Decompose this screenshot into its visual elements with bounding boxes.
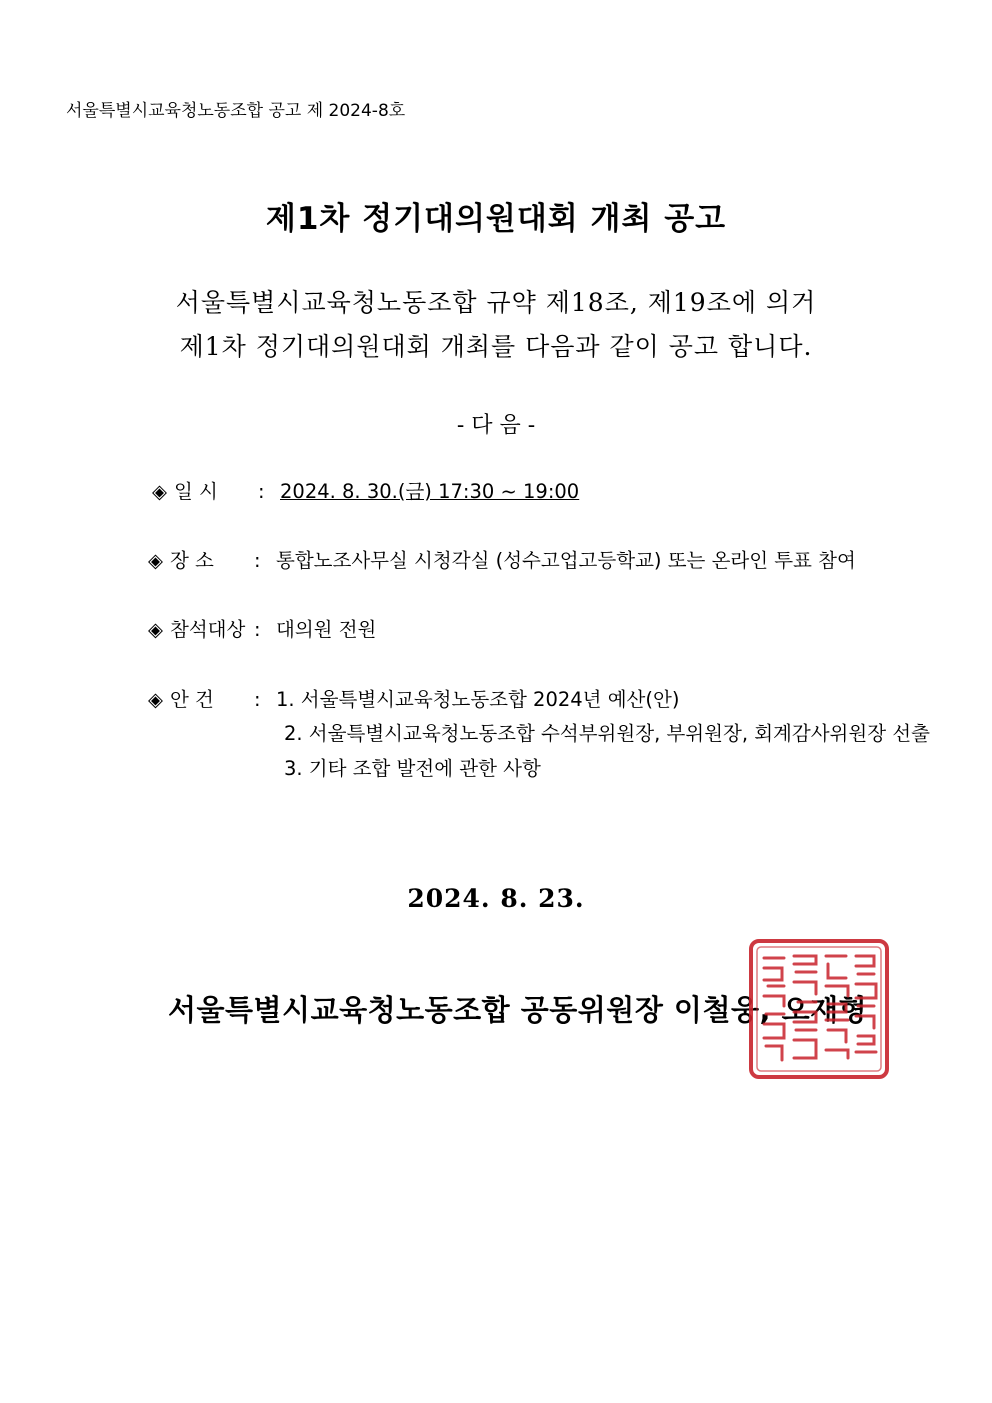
diamond-bullet-icon: ◈ [148,688,163,711]
colon: : [254,688,261,711]
date-row [152,476,579,504]
attendees-row [148,614,376,642]
colon: : [254,549,261,572]
colon: : [254,618,261,641]
intro-line-2: 제1차 정기대의원대회 개최를 다음과 같이 공고 합니다. [179,332,813,361]
colon: : [258,480,265,503]
signature-line: 서울특별시교육청노동조합 공동위원장 이철웅, 오재형 [168,993,868,1027]
diamond-bullet-icon: ◈ [152,480,167,503]
place-row [148,545,856,573]
agenda-item-3: 3. 기타 조합 발전에 관한 사항 [284,757,541,780]
diamond-bullet-icon: ◈ [148,549,163,572]
document-title: 제1차 정기대의원대회 개최 공고 [265,201,727,237]
agenda-item-2: 2. 서울특별시교육청노동조합 수석부위원장, 부위원장, 회계감사위원장 선출 [284,722,930,745]
place-value: 통합노조사무실 시청각실 (성수고업고등학교) 또는 온라인 투표 참여 [276,549,856,572]
document-date: 2024. 8. 23. [407,884,585,913]
agenda-row [148,684,679,712]
date-label: 일 시 [174,480,218,503]
notice-number: 서울특별시교육청노동조합 공고 제 2024-8호 [66,101,406,121]
diamond-bullet-icon: ◈ [148,618,163,641]
date-value: 2024. 8. 30.(금) 17:30 ~ 19:00 [280,480,580,503]
intro-line-1: 서울특별시교육청노동조합 규약 제18조, 제19조에 의거 [175,288,817,317]
official-seal-icon [748,938,890,1080]
attendees-label: 참석대상 [170,618,246,641]
agenda-item-1: 1. 서울특별시교육청노동조합 2024년 예산(안) [276,688,680,711]
agenda-label: 안 건 [170,688,214,711]
attendees-value: 대의원 전원 [276,618,377,641]
place-label: 장 소 [170,549,214,572]
next-heading: - 다 음 - [456,413,536,438]
